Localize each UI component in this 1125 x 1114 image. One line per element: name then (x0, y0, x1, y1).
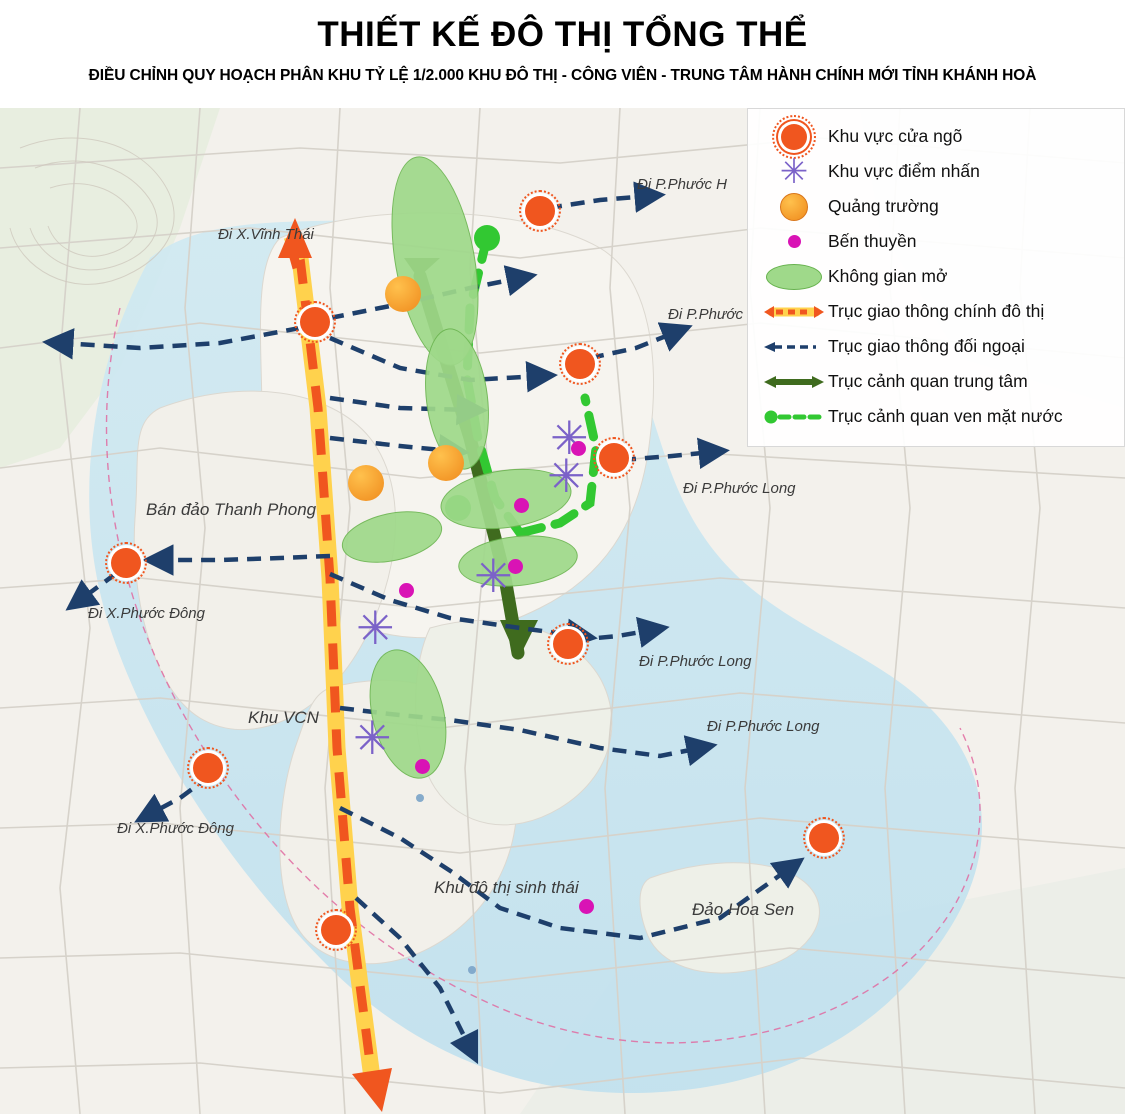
boat-dock-node[interactable] (508, 559, 523, 574)
plaza-node[interactable] (385, 276, 421, 312)
gateway-node[interactable] (525, 196, 555, 226)
legend-label: Trục giao thông đối ngoại (828, 336, 1025, 356)
map-legend (747, 108, 1125, 447)
map-label: Đi P.Phước H (637, 176, 727, 193)
map-label: Đi P.Phước Long (683, 480, 796, 497)
boat-dock-node[interactable] (579, 899, 594, 914)
legend-item-waterfront-axis (760, 399, 1114, 434)
gateway-node[interactable] (300, 307, 330, 337)
legend-item-plaza (760, 189, 1114, 224)
gateway-node[interactable] (565, 349, 595, 379)
plaza-node[interactable] (428, 445, 464, 481)
boat-dock-node[interactable] (571, 441, 586, 456)
boat-dock-node[interactable] (415, 759, 430, 774)
map-label: Đảo Hoa Sen (692, 900, 795, 919)
page-title: THIẾT KẾ ĐÔ THỊ TỔNG THỂ (317, 15, 808, 54)
poster-header (0, 0, 1125, 108)
legend-label: Trục giao thông chính đô thị (828, 301, 1045, 321)
legend-item-open-space (760, 259, 1114, 294)
map-label: Khu VCN (248, 708, 319, 727)
legend-label: Khu vực cửa ngõ (828, 126, 963, 146)
map-label: Đi P.Phước Long (639, 653, 752, 670)
plaza-dot-icon (760, 191, 828, 223)
waterfront-axis-start-dot (474, 225, 500, 251)
central-landscape-axis-icon (760, 366, 828, 398)
boat-dock-icon (760, 226, 828, 258)
legend-item-accent (760, 154, 1114, 189)
map-label: Đi X.Phước Đông (117, 820, 234, 837)
map-label: Đi P.Phước (668, 306, 743, 323)
legend-item-external-axis (760, 329, 1114, 364)
gateway-node[interactable] (599, 443, 629, 473)
external-traffic-axis-icon (760, 331, 828, 363)
gateway-node[interactable] (111, 548, 141, 578)
accent-star-icon: ✳ (779, 152, 809, 191)
gateway-node[interactable] (809, 823, 839, 853)
waterfront-landscape-axis-icon (760, 401, 828, 433)
gateway-node-icon (760, 121, 828, 153)
legend-item-main-axis (760, 294, 1114, 329)
map-canvas[interactable] (0, 108, 1125, 1114)
gateway-node[interactable] (321, 915, 351, 945)
boat-dock-node[interactable] (514, 498, 529, 513)
page-subtitle: ĐIỀU CHỈNH QUY HOẠCH PHÂN KHU TỶ LỆ 1/2.000 KHU ĐÔ THỊ - CÔNG VIÊN - TRUNG TÂM HÀNH CHÍNH MỚI TỈNH KHÁNH HOÀ (88, 66, 1037, 84)
map-label: Đi X.Phước Đông (88, 605, 205, 622)
gateway-node[interactable] (193, 753, 223, 783)
map-label: Bán đảo Thanh Phong (146, 500, 317, 519)
gateway-node[interactable] (553, 629, 583, 659)
legend-item-boat (760, 224, 1114, 259)
boat-dock-node[interactable] (399, 583, 414, 598)
legend-label: Quảng trường (828, 196, 939, 216)
open-space-icon (760, 261, 828, 293)
legend-item-central-axis (760, 364, 1114, 399)
main-urban-axis-icon (760, 296, 828, 328)
map-label: Đi X.Vĩnh Thái (218, 226, 314, 243)
legend-item-gateway (760, 119, 1114, 154)
legend-label: Bến thuyền (828, 231, 917, 251)
plaza-node[interactable] (348, 465, 384, 501)
map-label: Khu đô thị sinh thái (434, 878, 579, 897)
legend-label: Khu vực điểm nhấn (828, 161, 980, 181)
legend-label: Trục cảnh quan ven mặt nước (828, 406, 1063, 426)
legend-label: Không gian mở (828, 266, 948, 286)
map-label: Đi P.Phước Long (707, 718, 820, 735)
legend-label: Trục cảnh quan trung tâm (828, 371, 1028, 391)
